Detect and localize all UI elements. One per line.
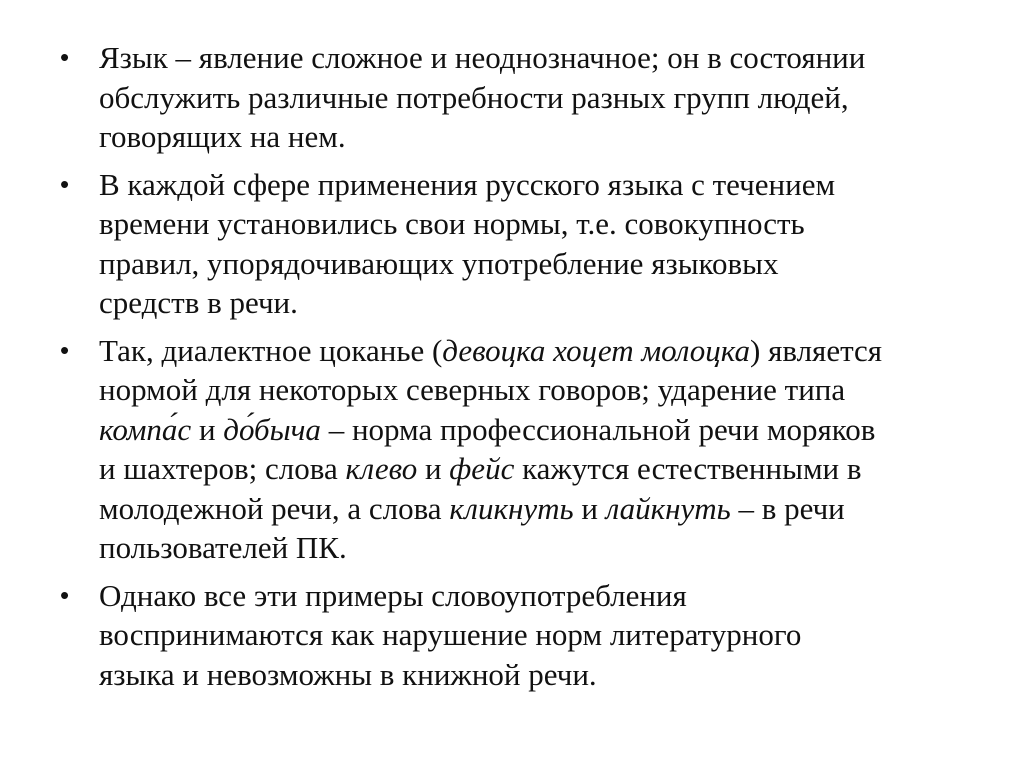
text-segment: обслужить различные потребности разных групп людей,: [99, 79, 849, 115]
text-segment: молодежной речи, а слова: [99, 490, 450, 526]
italic-example-text: до́быча: [223, 411, 321, 447]
text-line: [99, 576, 980, 616]
text-segment: говорящих на нем.: [99, 119, 346, 154]
bullet-list: [60, 38, 980, 702]
text-segment: Так, диалектное цоканье (: [99, 332, 443, 368]
text-segment: Однако все эти примеры словоупотребления: [99, 577, 687, 613]
italic-example-text: кликнуть: [449, 490, 574, 526]
text-segment: ) является: [750, 332, 883, 368]
bullet-item: [60, 165, 980, 323]
bullet-marker: •: [60, 42, 70, 72]
text-segment: средств в речи.: [99, 285, 298, 320]
text-segment: – норма профессиональной речи моряков: [320, 411, 876, 447]
italic-example-text: клево: [345, 451, 418, 486]
italic-example-text: девоцка хоцет молоцка: [442, 332, 751, 368]
bullet-item: [60, 331, 980, 568]
text-line: [99, 370, 980, 410]
text-segment: нормой для некоторых северных говоров; ударение типа: [99, 372, 846, 407]
text-segment: – в речи: [730, 490, 845, 526]
text-line: [99, 244, 980, 284]
text-segment: и шахтеров; слова: [99, 451, 346, 486]
text-segment: кажутся естественными в: [514, 451, 862, 486]
text-line: [99, 78, 980, 118]
bullet-marker: •: [60, 334, 70, 365]
text-segment: пользователей ПК.: [99, 530, 347, 565]
text-line: [99, 615, 980, 655]
text-segment: В каждой сфере применения русского языка с течением: [99, 166, 836, 202]
text-segment: языка и невозможны в книжной речи.: [99, 656, 597, 692]
text-segment: и: [417, 451, 450, 486]
bullet-marker: •: [60, 579, 70, 610]
text-segment: и: [573, 490, 606, 526]
text-line: [99, 204, 980, 244]
text-line: [99, 117, 980, 157]
text-line: [99, 38, 980, 78]
text-line: [99, 655, 980, 695]
bullet-item: [60, 38, 980, 157]
bullet-item: [60, 576, 980, 695]
italic-example-text: компа́с: [99, 411, 192, 447]
text-line: [99, 165, 980, 205]
bullet-marker: •: [60, 168, 70, 199]
text-line: [99, 283, 980, 323]
italic-example-text: фейс: [449, 451, 515, 486]
text-line: [99, 528, 980, 568]
text-line: [99, 489, 980, 529]
italic-example-text: лайкнуть: [605, 490, 731, 526]
text-segment: и: [191, 411, 224, 447]
text-segment: времени установились свои нормы, т.е. совокупность: [99, 206, 805, 241]
text-segment: Язык – явление сложное и неоднозначное; он в состоянии: [99, 40, 866, 75]
text-line: [99, 410, 980, 450]
text-segment: воспринимаются как нарушение норм литературного: [99, 617, 802, 652]
text-line: [99, 331, 980, 371]
text-segment: правил, упорядочивающих употребление языковых: [99, 245, 779, 281]
text-line: [99, 449, 980, 489]
